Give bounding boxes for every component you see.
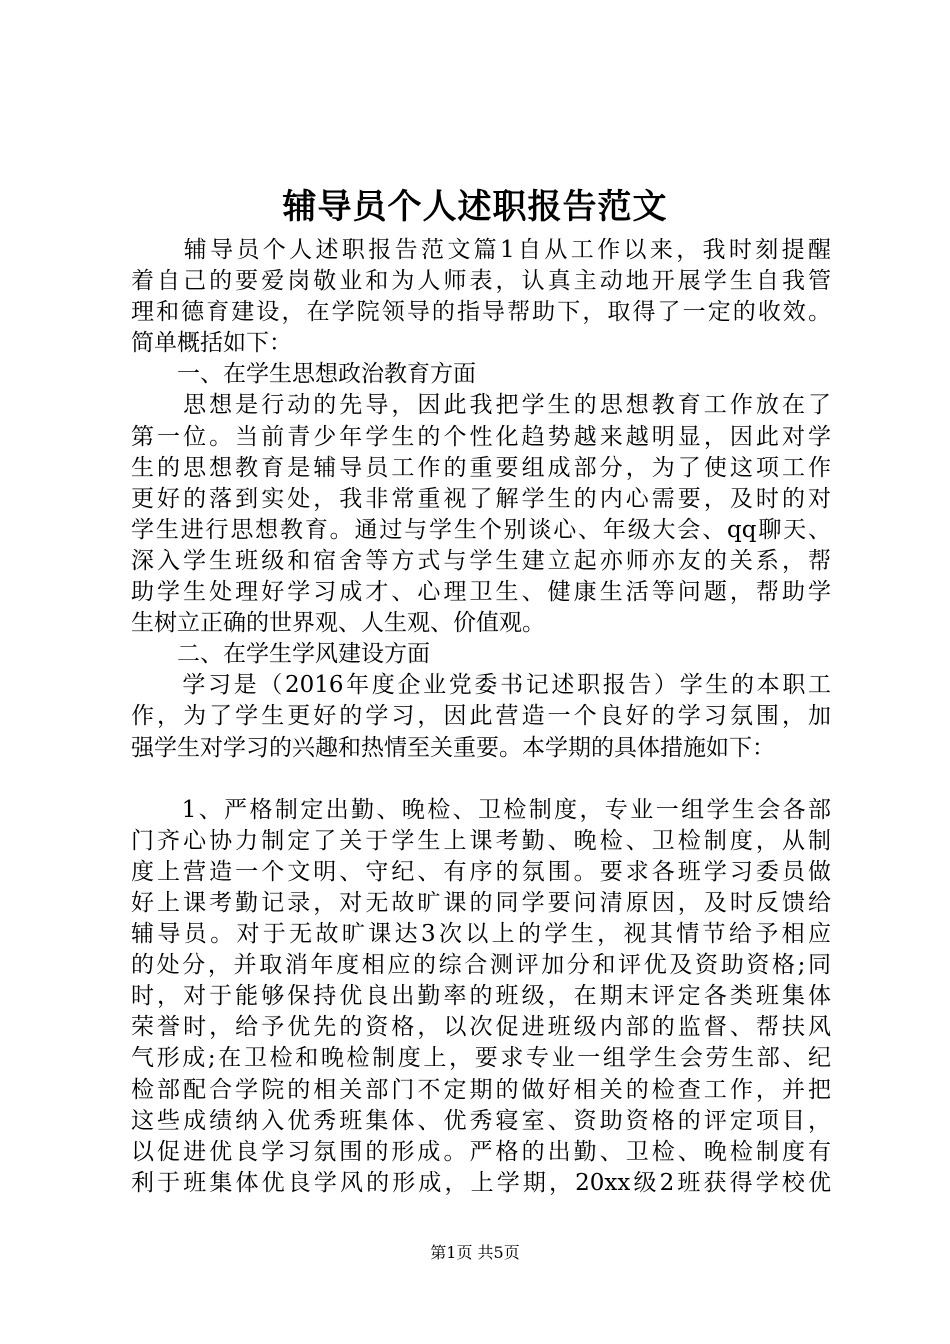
document-body [131, 235, 831, 1199]
text-line: 利于班集体优良学风的形成，上学期，20xx级2班获得学校优 [131, 1169, 831, 1196]
text-line: 学生进行思想教育。通过与学生个别谈心、年级大会、qq聊天、 [131, 516, 831, 543]
text-line: 生的思想教育是辅导员工作的重要组成部分，为了使这项工作 [131, 454, 831, 481]
text-line: 着自己的要爱岗敬业和为人师表，认真主动地开展学生自我管 [131, 268, 831, 295]
text-line: 一、在学生思想政治教育方面 [131, 361, 476, 388]
text-line: 时，对于能够保持优良出勤率的班级，在期末评定各类班集体 [131, 983, 831, 1010]
text-line: 作，为了学生更好的学习，因此营造一个良好的学习氛围，加 [131, 703, 831, 730]
text-line: 度上营造一个文明、守纪、有序的氛围。要求各班学习委员做 [131, 858, 831, 885]
blank-line [131, 764, 831, 795]
text-line: 荣誉时，给予优先的资格，以次促进班级内部的监督、帮扶风 [131, 1014, 831, 1041]
text-line: 气形成;在卫检和晚检制度上，要求专业一组学生会劳生部、纪 [131, 1045, 831, 1072]
text-line: 助学生处理好学习成才、心理卫生、健康生活等问题，帮助学 [131, 579, 831, 606]
text-line: 1、严格制定出勤、晚检、卫检制度，专业一组学生会各部 [131, 796, 831, 823]
text-line: 二、在学生学风建设方面 [131, 641, 430, 668]
text-line: 深入学生班级和宿舍等方式与学生建立起亦师亦友的关系，帮 [131, 547, 831, 574]
text-line: 这些成绩纳入优秀班集体、优秀寝室、资助资格的评定项目， [131, 1107, 831, 1134]
text-line: 以促进优良学习氛围的形成。严格的出勤、卫检、晚检制度有 [131, 1138, 831, 1165]
text-line: 检部配合学院的相关部门不定期的做好相关的检查工作，并把 [131, 1076, 831, 1103]
text-line: 第一位。当前青少年学生的个性化趋势越来越明显，因此对学 [131, 423, 831, 450]
text-line: 简单概括如下： [131, 330, 292, 357]
text-line: 好上课考勤记录，对无故旷课的同学要问清原因，及时反馈给 [131, 889, 831, 916]
text-line: 门齐心协力制定了关于学生上课考勤、晚检、卫检制度，从制 [131, 827, 831, 854]
text-line: 思想是行动的先导，因此我把学生的思想教育工作放在了 [131, 392, 831, 419]
text-line: 生树立正确的世界观、人生观、价值观。 [131, 610, 545, 637]
text-line: 强学生对学习的兴趣和热情至关重要。本学期的具体措施如下： [131, 734, 775, 761]
text-line: 学习是（2016年度企业党委书记述职报告）学生的本职工 [131, 672, 831, 699]
text-line: 辅导员个人述职报告范文篇1自从工作以来，我时刻提醒 [131, 237, 831, 263]
text-line: 理和德育建设，在学院领导的指导帮助下，取得了一定的收效。 [131, 299, 831, 326]
text-line: 更好的落到实处，我非常重视了解学生的内心需要，及时的对 [131, 485, 831, 512]
text-line: 辅导员。对于无故旷课达3次以上的学生，视其情节给予相应 [131, 921, 831, 948]
document-title: 辅导员个人述职报告范文 [282, 187, 668, 227]
page-footer: 第1页 共5页 [430, 1243, 520, 1262]
text-line: 的处分，并取消年度相应的综合测评加分和评优及资助资格;同 [131, 952, 831, 979]
